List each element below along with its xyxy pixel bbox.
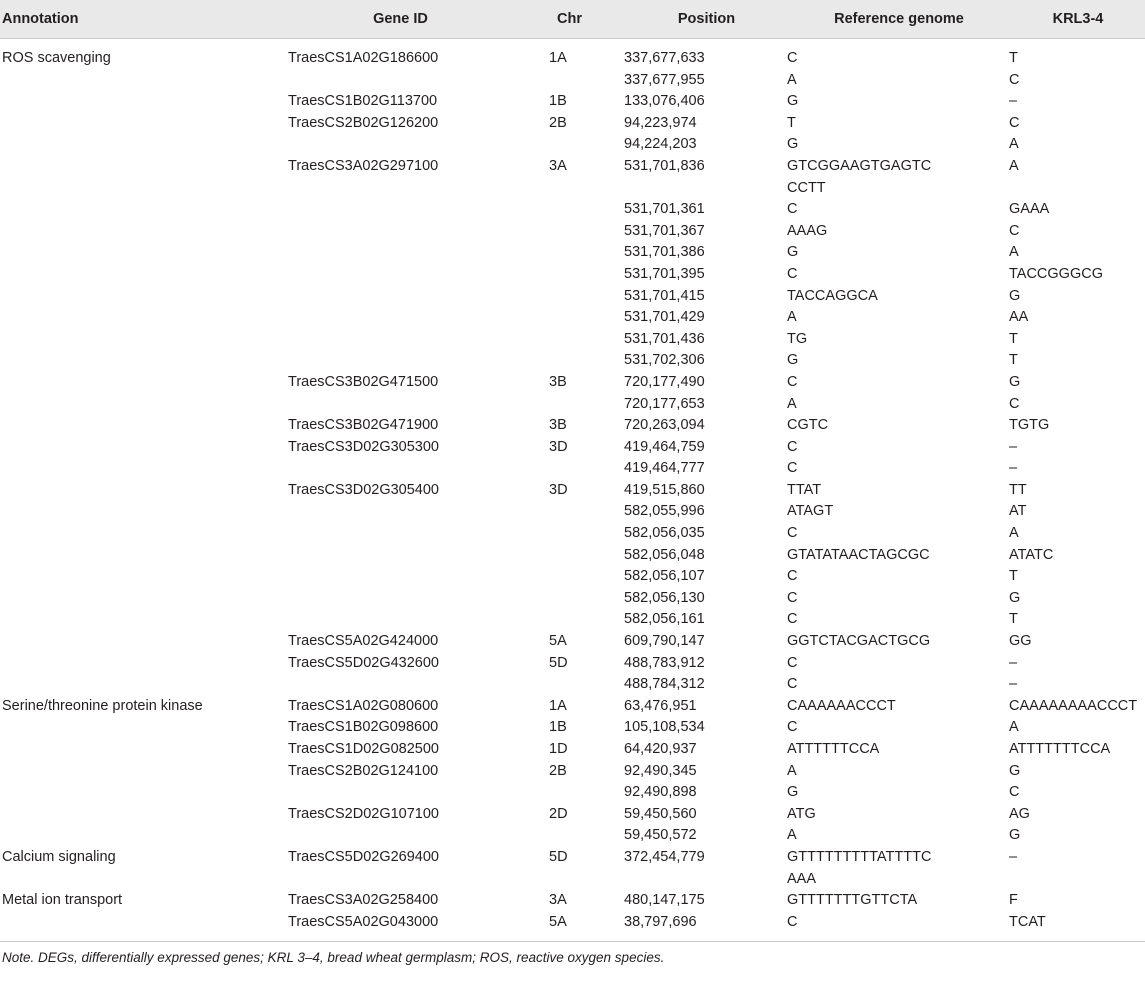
gene-id-cell: TraesCS1D02G082500 (288, 741, 439, 757)
annotation-cell (0, 394, 286, 416)
annotation-cell (0, 458, 286, 480)
header-gene-id: Gene ID (286, 0, 513, 39)
position-cell: 59,450,572 (624, 827, 697, 844)
table-row (0, 523, 1145, 545)
chr-cell: 5D (549, 654, 568, 671)
chr-cell: 1B (549, 719, 567, 736)
table-row (0, 156, 1145, 199)
position-cell: 94,223,974 (624, 114, 697, 131)
annotation-cell (0, 113, 286, 135)
krl-cell: TGTG (1009, 417, 1050, 434)
gene-id-cell: TraesCS1A02G080600 (288, 697, 439, 714)
annotation-cell (0, 588, 286, 610)
reference-cell: G (787, 352, 799, 369)
position-cell: 419,464,759 (624, 438, 705, 455)
chr-cell (513, 134, 624, 156)
position-cell: 337,677,955 (624, 71, 705, 88)
gene-id-cell (286, 134, 513, 156)
chr-cell: 3D (549, 438, 568, 455)
gene-id-cell: TraesCS2B02G124100 (288, 762, 439, 779)
krl-cell: AG (1009, 805, 1030, 822)
gene-id-cell: TraesCS5A02G424000 (288, 633, 439, 650)
position-cell: 531,701,386 (624, 244, 705, 261)
annotation-cell (0, 761, 286, 783)
reference-cell: GTATATAACTAGCGC (787, 546, 930, 563)
table-footnote: Note. DEGs, differentially expressed genes; KRL 3–4, bread wheat germplasm; ROS, reactive oxygen species. (2, 950, 665, 966)
krl-cell: G (1009, 373, 1021, 390)
gene-id-cell (286, 70, 513, 92)
reference-cell: TTAT (787, 481, 822, 498)
annotation-cell: ROS scavenging (2, 50, 111, 66)
annotation-cell (0, 825, 286, 847)
table-row (0, 221, 1145, 243)
gene-id-cell (286, 501, 513, 523)
gene-id-cell: TraesCS5A02G043000 (286, 912, 513, 942)
header-reference-genome: Reference genome (787, 0, 1009, 39)
chr-cell (513, 609, 624, 631)
position-cell: 372,454,779 (624, 848, 705, 865)
gene-id-cell (286, 329, 513, 351)
table-row (0, 199, 1145, 221)
table-row (0, 350, 1145, 372)
reference-cell: TG (787, 330, 808, 347)
position-cell: 531,701,436 (624, 330, 705, 347)
annotation-cell (0, 156, 286, 199)
reference-cell: A (787, 309, 797, 326)
krl-cell: ATTTTTTTCCA (1009, 741, 1111, 757)
chr-cell (513, 70, 624, 92)
position-cell: 531,701,836 (624, 157, 705, 174)
annotation-cell (0, 307, 286, 329)
krl-cell: ATATC (1009, 546, 1054, 563)
krl-cell: TCAT (1009, 912, 1145, 942)
annotation-cell (0, 523, 286, 545)
position-cell: 582,056,161 (624, 611, 705, 628)
chr-cell (513, 394, 624, 416)
krl-cell: – (1009, 676, 1018, 693)
position-cell: 531,701,395 (624, 265, 705, 282)
gene-id-cell (286, 566, 513, 588)
krl-cell: – (1009, 848, 1018, 865)
table-row (0, 566, 1145, 588)
position-cell: 582,056,130 (624, 589, 705, 606)
gene-id-cell: TraesCS3A02G258400 (288, 892, 439, 909)
gene-id-cell (286, 523, 513, 545)
reference-cell: CGTC (787, 417, 829, 434)
table-row (0, 39, 1145, 70)
chr-cell (513, 501, 624, 523)
chr-cell (513, 350, 624, 372)
header-row (0, 0, 1145, 39)
gene-id-cell (286, 458, 513, 480)
header-krl3-4: KRL3-4 (1009, 0, 1145, 39)
reference-cell: A (787, 395, 797, 412)
table-row (0, 501, 1145, 523)
annotation-cell (0, 242, 286, 264)
reference-cell: C (787, 265, 798, 282)
annotation-cell (0, 350, 286, 372)
position-cell: 720,177,653 (624, 395, 705, 412)
position-cell: 609,790,147 (624, 633, 705, 650)
table-row (0, 631, 1145, 653)
chr-cell (513, 221, 624, 243)
reference-cell: G (787, 136, 799, 153)
gene-id-cell (286, 286, 513, 308)
krl-cell: C (1009, 784, 1020, 801)
position-cell: 531,701,415 (624, 287, 705, 304)
annotation-cell (0, 782, 286, 804)
gene-id-cell: TraesCS2D02G107100 (288, 805, 439, 822)
table-row (0, 545, 1145, 567)
chr-cell: 5D (549, 848, 568, 865)
gene-id-cell: TraesCS3A02G297100 (288, 157, 439, 174)
reference-cell: CAAAAAACCCT (787, 697, 896, 714)
annotation-cell (0, 566, 286, 588)
position-cell: 64,420,937 (624, 741, 697, 757)
table-row (0, 134, 1145, 156)
chr-cell: 2D (549, 805, 568, 822)
chr-cell (513, 588, 624, 610)
krl-cell: T (1009, 50, 1018, 66)
annotation-cell (0, 609, 286, 631)
reference-cell: G (787, 244, 799, 261)
chr-cell: 1A (549, 50, 567, 66)
reference-cell: AAAG (787, 222, 828, 239)
gene-id-cell: TraesCS5D02G269400 (288, 848, 439, 865)
reference-cell: C (787, 201, 798, 218)
position-cell: 59,450,560 (624, 805, 697, 822)
annotation-cell (0, 653, 286, 675)
position-cell: 582,056,035 (624, 525, 705, 542)
krl-cell: A (1009, 719, 1019, 736)
reference-cell: C (787, 676, 798, 693)
chr-cell (513, 674, 624, 696)
annotation-cell: Metal ion transport (2, 892, 123, 909)
table-header (0, 0, 1145, 39)
position-cell: 582,055,996 (624, 503, 705, 520)
table-row (0, 825, 1145, 847)
gene-id-cell: TraesCS3D02G305300 (288, 438, 439, 455)
table-row (0, 329, 1145, 351)
header-chr: Chr (513, 0, 624, 39)
position-cell: 419,515,860 (624, 481, 705, 498)
krl-cell: A (1009, 244, 1019, 261)
annotation-cell (0, 91, 286, 113)
reference-cell: C (787, 373, 798, 390)
chr-cell (513, 825, 624, 847)
gene-id-cell: TraesCS1B02G098600 (288, 719, 439, 736)
reference-cell: C (787, 525, 798, 542)
krl-cell: – (1009, 654, 1018, 671)
table-row (0, 394, 1145, 416)
annotation-cell (0, 545, 286, 567)
annotation-cell (0, 329, 286, 351)
chr-cell (513, 242, 624, 264)
table-row (0, 717, 1145, 739)
annotation-cell (0, 912, 286, 942)
gene-id-cell: TraesCS3B02G471500 (288, 373, 439, 390)
position-cell: 531,701,361 (624, 201, 705, 218)
krl-cell: G (1009, 827, 1021, 844)
gene-id-cell (286, 264, 513, 286)
position-cell: 92,490,345 (624, 762, 697, 779)
chr-cell (513, 307, 624, 329)
table-row (0, 674, 1145, 696)
position-cell: 720,177,490 (624, 373, 705, 390)
table-body (0, 39, 1145, 942)
reference-cell: C (787, 589, 798, 606)
krl-cell: CAAAAAAAACCCT (1009, 697, 1138, 714)
annotation-cell (0, 199, 286, 221)
gene-id-cell (286, 825, 513, 847)
table-row (0, 70, 1145, 92)
chr-cell (513, 458, 624, 480)
header-position: Position (624, 0, 787, 39)
gene-id-cell (286, 242, 513, 264)
reference-cell: C (787, 719, 798, 736)
reference-cell: GTCGGAAGTGAGTCCCTT (787, 157, 932, 196)
reference-cell: GTTTTTTTGTTCTA (787, 892, 918, 909)
chr-cell: 2B (549, 762, 567, 779)
gene-id-cell (286, 307, 513, 329)
krl-cell: T (1009, 611, 1018, 628)
krl-cell: C (1009, 222, 1020, 239)
reference-cell: A (787, 762, 797, 779)
chr-cell: 5A (549, 633, 567, 650)
annotation-cell (0, 674, 286, 696)
table-row (0, 437, 1145, 459)
annotation-cell (0, 739, 286, 761)
reference-cell: C (787, 50, 798, 66)
position-cell: 105,108,534 (624, 719, 705, 736)
position-cell: 488,783,912 (624, 654, 705, 671)
chr-cell: 1D (549, 741, 568, 757)
position-cell: 720,263,094 (624, 417, 705, 434)
reference-cell: G (787, 93, 799, 110)
gene-id-cell: TraesCS1B02G113700 (288, 93, 438, 110)
annotation-cell (0, 372, 286, 394)
gene-id-cell: TraesCS5D02G432600 (288, 654, 439, 671)
krl-cell: A (1009, 525, 1019, 542)
chr-cell (513, 545, 624, 567)
annotation-cell (0, 264, 286, 286)
gene-id-cell (286, 545, 513, 567)
reference-cell: C (787, 568, 798, 585)
table-row (0, 113, 1145, 135)
krl-cell: G (1009, 589, 1021, 606)
gene-id-cell (286, 221, 513, 243)
krl-cell: T (1009, 352, 1018, 369)
chr-cell: 3A (549, 892, 567, 909)
reference-cell: A (787, 71, 797, 88)
krl-cell: C (1009, 395, 1020, 412)
krl-cell: A (1009, 136, 1019, 153)
position-cell: 94,224,203 (624, 136, 697, 153)
gene-id-cell (286, 588, 513, 610)
krl-cell: – (1009, 93, 1018, 110)
chr-cell (513, 782, 624, 804)
chr-cell: 1B (549, 93, 567, 110)
chr-cell (513, 523, 624, 545)
chr-cell (513, 264, 624, 286)
krl-cell: – (1009, 460, 1018, 477)
chr-cell: 3D (549, 481, 568, 498)
position-cell: 337,677,633 (624, 50, 705, 66)
position-cell: 480,147,175 (624, 892, 705, 909)
reference-cell: TACCAGGCA (787, 287, 878, 304)
table-row (0, 91, 1145, 113)
annotation-cell (0, 415, 286, 437)
reference-cell: ATAGT (787, 503, 834, 520)
position-cell: 92,490,898 (624, 784, 697, 801)
table-row (0, 458, 1145, 480)
reference-cell: T (787, 114, 796, 131)
gene-id-cell (286, 782, 513, 804)
krl-cell: – (1009, 438, 1018, 455)
chr-cell: 3B (549, 417, 567, 434)
position-cell: 38,797,696 (624, 912, 787, 942)
gene-id-cell: TraesCS3B02G471900 (288, 417, 439, 434)
position-cell: 531,701,429 (624, 309, 705, 326)
krl-cell: G (1009, 287, 1021, 304)
chr-cell: 2B (549, 114, 567, 131)
table-row (0, 890, 1145, 912)
table-row (0, 804, 1145, 826)
table-row (0, 480, 1145, 502)
position-cell: 582,056,048 (624, 546, 705, 563)
annotation-cell (0, 437, 286, 459)
gene-id-cell (286, 394, 513, 416)
chr-cell: 1A (549, 697, 567, 714)
header-annotation: Annotation (0, 0, 286, 39)
reference-cell: A (787, 827, 797, 844)
table-row (0, 782, 1145, 804)
gene-id-cell: TraesCS2B02G126200 (288, 114, 439, 131)
reference-cell: C (787, 611, 798, 628)
table-row (0, 696, 1145, 718)
position-cell: 531,702,306 (624, 352, 705, 369)
reference-cell: ATTTTTTCCA (787, 741, 880, 757)
gene-id-cell (286, 609, 513, 631)
gene-id-cell (286, 199, 513, 221)
annotation-cell (0, 804, 286, 826)
table-row (0, 264, 1145, 286)
chr-cell (513, 566, 624, 588)
krl-cell: T (1009, 568, 1018, 585)
reference-cell: GGTCTACGACTGCG (787, 633, 931, 650)
table-row (0, 372, 1145, 394)
annotation-cell (0, 480, 286, 502)
position-cell: 419,464,777 (624, 460, 705, 477)
position-cell: 133,076,406 (624, 93, 705, 110)
table-row (0, 242, 1145, 264)
position-cell: 582,056,107 (624, 568, 705, 585)
gene-id-cell: TraesCS3D02G305400 (288, 481, 439, 498)
annotation-cell (0, 501, 286, 523)
annotation-cell (0, 631, 286, 653)
annotation-cell (0, 134, 286, 156)
table-row (0, 653, 1145, 675)
krl-cell: A (1009, 157, 1019, 174)
table-row (0, 415, 1145, 437)
gene-id-cell: TraesCS1A02G186600 (288, 50, 439, 66)
chr-cell: 3A (549, 157, 567, 174)
table-row (0, 307, 1145, 329)
reference-cell: C (787, 654, 798, 671)
table-row (0, 739, 1145, 761)
annotation-cell (0, 286, 286, 308)
reference-cell: C (787, 438, 798, 455)
krl-cell: G (1009, 762, 1021, 779)
reference-cell: C (787, 912, 1009, 942)
table-row (0, 588, 1145, 610)
annotation-cell (0, 221, 286, 243)
position-cell: 63,476,951 (624, 697, 697, 714)
reference-cell: ATG (787, 805, 816, 822)
reference-cell: GTTTTTTTTTATTTTCAAA (787, 848, 932, 887)
krl-cell: GAAA (1009, 201, 1050, 218)
krl-cell: C (1009, 114, 1020, 131)
krl-cell: T (1009, 330, 1018, 347)
reference-cell: G (787, 784, 799, 801)
chr-cell (513, 199, 624, 221)
annotation-cell: Calcium signaling (2, 848, 116, 865)
table-row (0, 286, 1145, 308)
krl-cell: F (1009, 892, 1018, 909)
position-cell: 531,701,367 (624, 222, 705, 239)
chr-cell: 5A (513, 912, 624, 942)
table-row (0, 847, 1145, 890)
position-cell: 488,784,312 (624, 676, 705, 693)
annotation-cell (0, 717, 286, 739)
gene-id-cell (286, 350, 513, 372)
table-row (0, 609, 1145, 631)
table-row (0, 761, 1145, 783)
chr-cell (513, 329, 624, 351)
krl-cell: AA (1009, 309, 1029, 326)
chr-cell (513, 286, 624, 308)
reference-cell: C (787, 460, 798, 477)
annotation-cell: Serine/threonine protein kinase (2, 697, 203, 714)
krl-cell: GG (1009, 633, 1032, 650)
krl-cell: TACCGGGCG (1009, 265, 1103, 282)
krl-cell: TT (1009, 481, 1027, 498)
table-row (0, 912, 1145, 942)
krl-cell: AT (1009, 503, 1027, 520)
gene-id-cell (286, 674, 513, 696)
chr-cell: 3B (549, 373, 567, 390)
krl-cell: C (1009, 71, 1020, 88)
annotation-cell (0, 70, 286, 92)
